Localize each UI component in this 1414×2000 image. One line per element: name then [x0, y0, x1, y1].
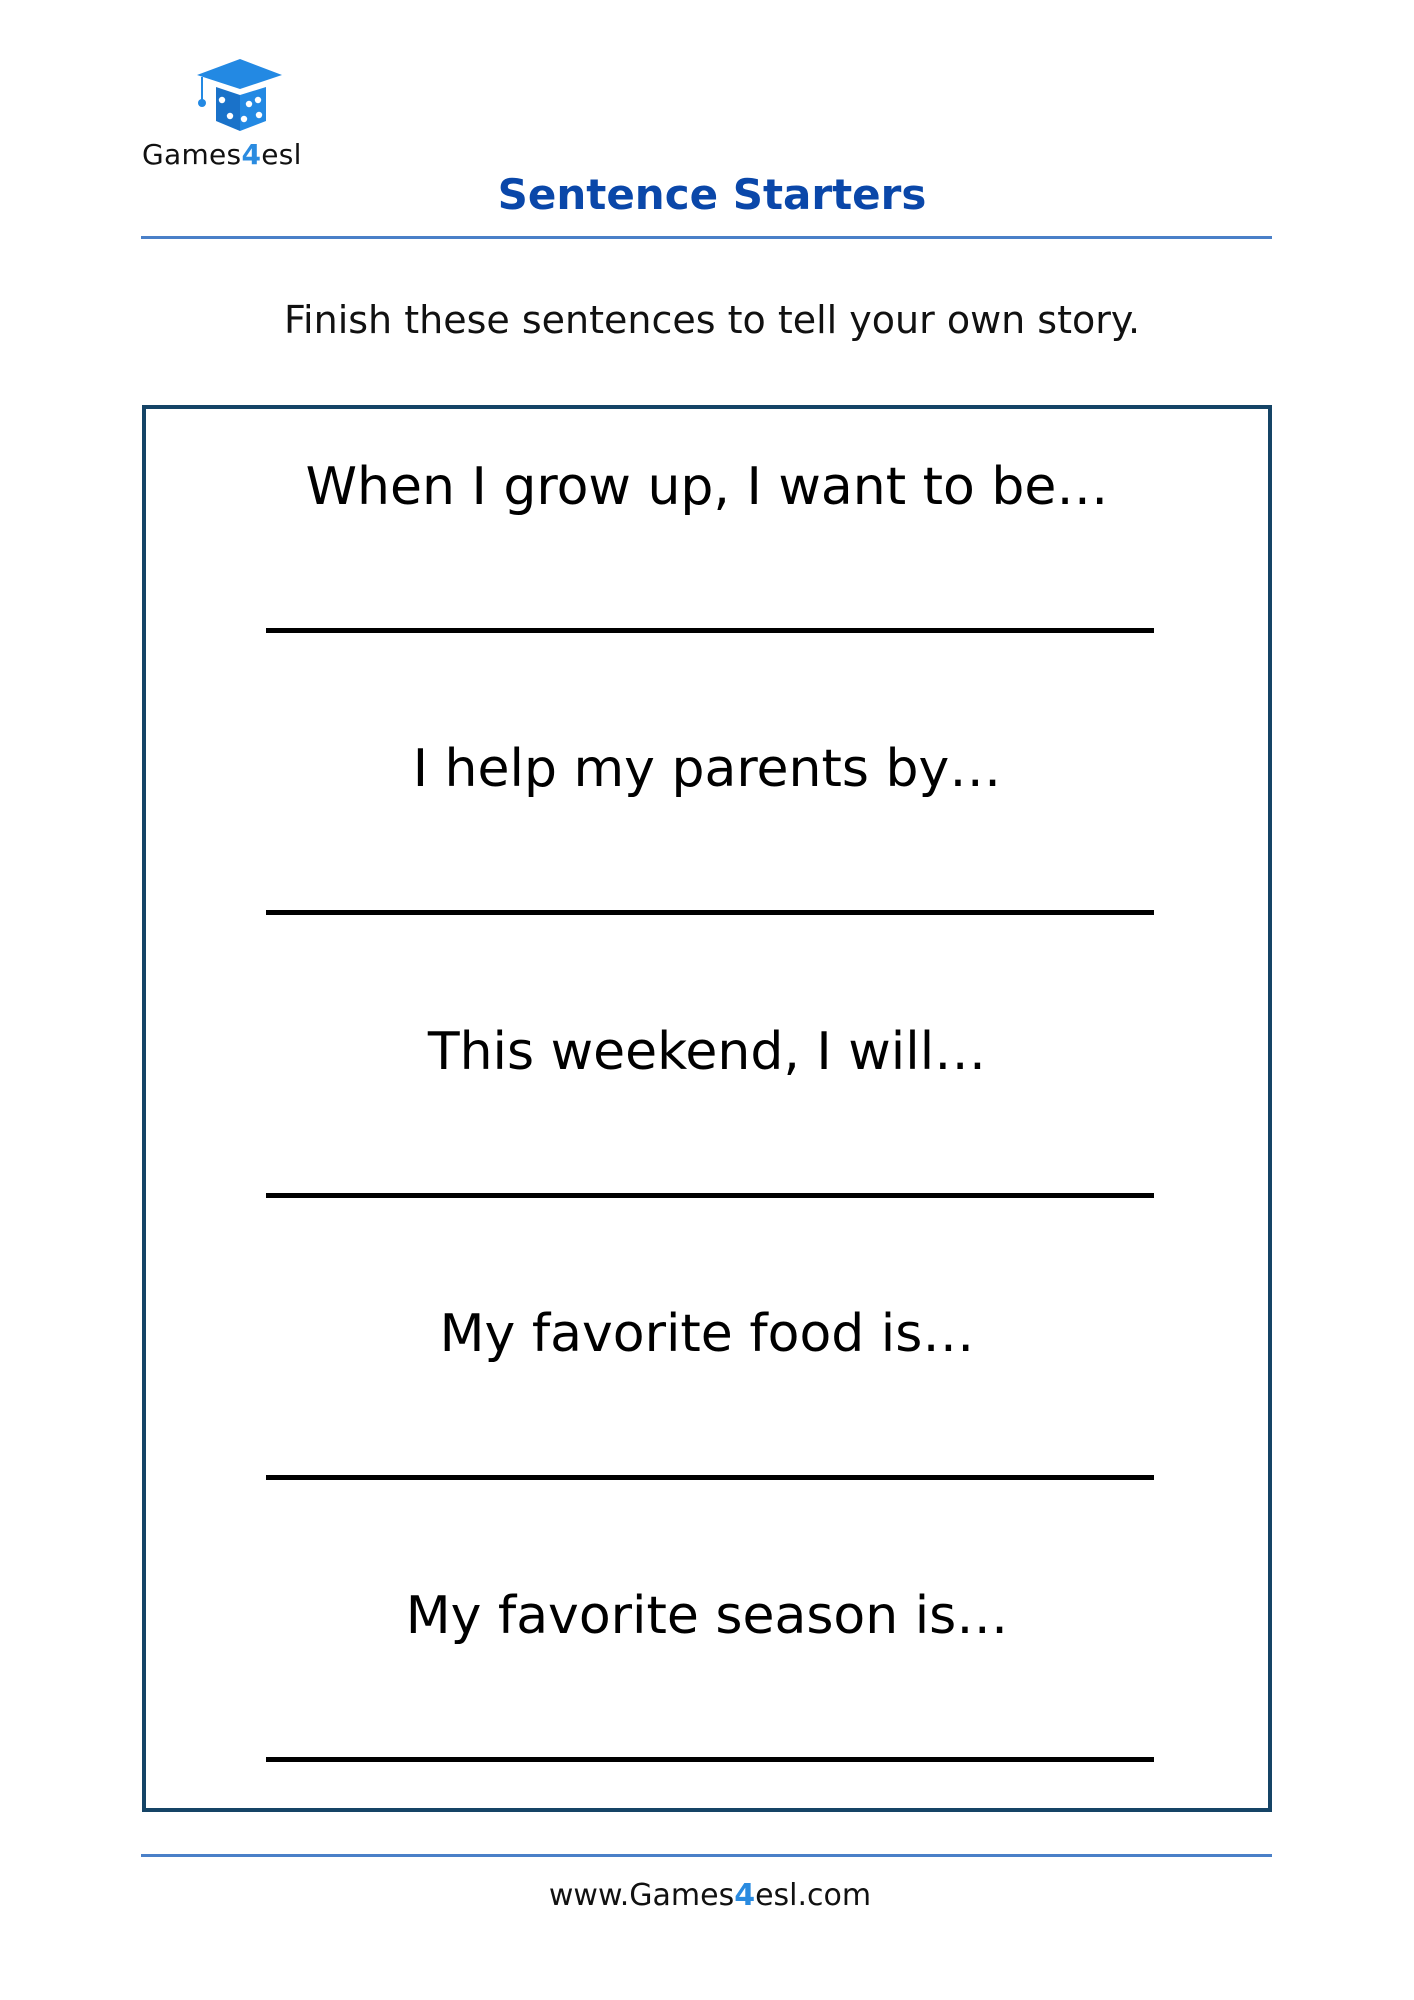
- prompt-row: [146, 409, 1268, 692]
- answer-line[interactable]: [266, 1757, 1154, 1762]
- prompt-box: [142, 405, 1272, 1812]
- prompt-text: This weekend, I will…: [427, 1022, 987, 1082]
- prompt-row: [146, 1538, 1268, 1821]
- footer-url-part: www.Games: [548, 1878, 735, 1913]
- prompt-text: When I grow up, I want to be…: [305, 457, 1109, 517]
- prompt-text: I help my parents by…: [412, 739, 1002, 799]
- prompt-row: [146, 974, 1268, 1257]
- instructions: Finish these sentences to tell your own story.: [283, 298, 1141, 342]
- footer-url-accent: 4: [734, 1878, 756, 1913]
- brand-name-accent: 4: [241, 138, 262, 171]
- footer-url[interactable]: [0, 1878, 1414, 1913]
- header-divider: [141, 236, 1272, 239]
- answer-line[interactable]: [266, 1475, 1154, 1480]
- brand-name-part: Games: [142, 138, 242, 171]
- prompt-row: [146, 1256, 1268, 1539]
- answer-line[interactable]: [266, 1193, 1154, 1198]
- answer-line[interactable]: [266, 628, 1154, 633]
- page-title: Sentence Starters: [497, 170, 927, 219]
- prompt-text: My favorite season is…: [405, 1586, 1009, 1646]
- graduation-cap-dice-icon: [194, 57, 286, 133]
- brand-name-part: esl: [261, 138, 302, 171]
- footer-divider: [141, 1854, 1272, 1857]
- prompt-row: [146, 691, 1268, 974]
- prompt-text: My favorite food is…: [439, 1304, 975, 1364]
- brand-logo: [140, 55, 340, 175]
- footer-url-part: esl.com: [755, 1878, 872, 1913]
- answer-line[interactable]: [266, 910, 1154, 915]
- brand-name: [142, 138, 302, 171]
